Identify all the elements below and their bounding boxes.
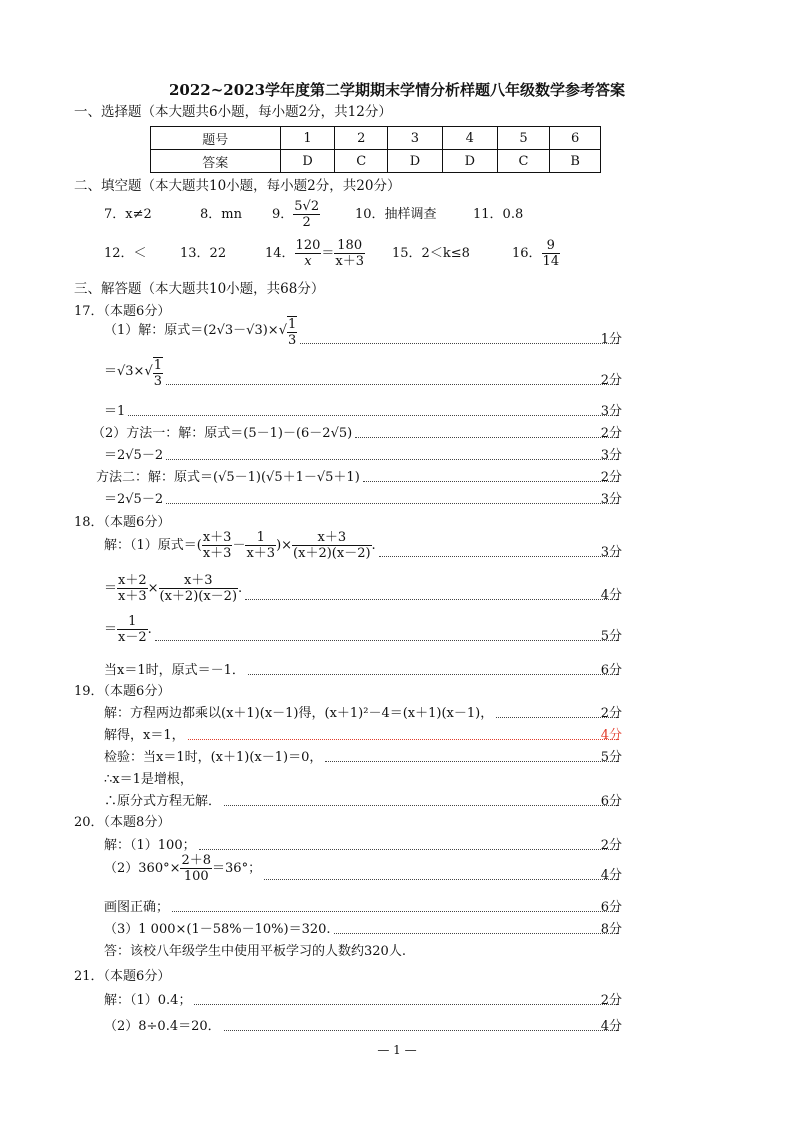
score-mark: 2分 bbox=[600, 706, 622, 721]
table-cell: 4 bbox=[442, 127, 497, 150]
answer-16 bbox=[512, 237, 560, 271]
fraction-denominator: x＋3 bbox=[246, 546, 276, 561]
operator: . bbox=[147, 622, 152, 637]
score-mark: 6分 bbox=[600, 900, 622, 915]
expression-text: ＝36°； bbox=[212, 861, 262, 876]
math-expression: 解：（1）0.4； bbox=[104, 993, 192, 1008]
solution-line: 答：该校八年级学生中使用平板学习的人数约320人. bbox=[104, 944, 406, 959]
fraction-denominator: 100 bbox=[183, 869, 209, 884]
solution-line bbox=[104, 728, 622, 744]
fraction-numerator: 1 bbox=[245, 530, 276, 546]
fraction-numerator: x＋2 bbox=[118, 573, 147, 588]
math-expression: （2）方法一：解：原式＝(5－1)－(6－2√5) bbox=[92, 426, 353, 441]
score-mark: 2分 bbox=[600, 470, 622, 485]
score-mark: 3分 bbox=[600, 448, 622, 463]
table-cell: 1 bbox=[280, 127, 335, 150]
table-header-cell: 答案 bbox=[151, 150, 281, 173]
solution-line bbox=[104, 317, 622, 348]
dot-leader bbox=[248, 673, 619, 675]
math-expression: 解：（1）100； bbox=[104, 838, 196, 853]
dot-leader bbox=[172, 910, 619, 912]
math-expression: 解得，x＝1， bbox=[104, 728, 185, 743]
score-mark: 6分 bbox=[600, 663, 622, 678]
dot-leader bbox=[155, 639, 619, 641]
math-expression: 当x＝1时，原式＝－1． bbox=[104, 663, 245, 678]
table-cell: C bbox=[335, 150, 388, 173]
solution-line bbox=[104, 750, 622, 766]
solution-line bbox=[104, 900, 622, 916]
math-expression: ∴原分式方程无解． bbox=[104, 794, 222, 809]
answer-14 bbox=[265, 237, 365, 271]
fraction-denominator: 2 bbox=[302, 215, 311, 230]
table-cell: D bbox=[280, 150, 335, 173]
fraction-numerator: 9 bbox=[542, 238, 561, 254]
dot-leader bbox=[224, 804, 619, 806]
expression-text: 解：（1）原式＝( bbox=[104, 538, 202, 553]
solution-line: ∴x＝1是增根， bbox=[104, 772, 193, 787]
table-cell: B bbox=[550, 150, 601, 173]
fraction-denominator: x＋3 bbox=[118, 589, 147, 604]
score-mark: 8分 bbox=[600, 922, 622, 937]
fraction-numerator: 2＋8 bbox=[181, 853, 212, 868]
solution-line bbox=[104, 530, 622, 561]
dot-leader bbox=[194, 1003, 619, 1005]
problem-18-heading: 18．（本题6分） bbox=[74, 515, 171, 530]
math-expression: （2）8÷0.4＝20． bbox=[104, 1019, 221, 1034]
answer-11: 11．0.8 bbox=[473, 207, 524, 222]
fraction-numerator: 1 bbox=[153, 358, 163, 373]
problem-19-heading: 19．（本题6分） bbox=[74, 684, 171, 699]
table-cell: C bbox=[497, 150, 550, 173]
solution-line bbox=[104, 922, 622, 938]
math-expression: 检验：当x＝1时，(x＋1)(x－1)＝0， bbox=[104, 750, 323, 765]
fraction-denominator: (x＋2)(x－2) bbox=[159, 589, 238, 604]
expression-text: （2）360°× bbox=[104, 861, 181, 876]
dot-leader bbox=[199, 848, 619, 850]
problem-17-heading: 17．（本题6分） bbox=[74, 304, 171, 319]
dot-leader bbox=[128, 414, 619, 416]
answer-9 bbox=[272, 198, 320, 232]
table-cell: D bbox=[442, 150, 497, 173]
table-row bbox=[151, 127, 601, 150]
score-mark: 6分 bbox=[600, 794, 622, 809]
fraction-numerator: 180 bbox=[334, 238, 365, 254]
score-mark: 4分 bbox=[600, 1019, 622, 1034]
score-mark: 4分 bbox=[600, 588, 622, 603]
score-mark: 2分 bbox=[600, 426, 622, 441]
fraction-numerator: 5√2 bbox=[294, 199, 320, 214]
fraction-numerator: 1 bbox=[117, 614, 148, 630]
solution-line bbox=[96, 470, 622, 486]
table-cell: 6 bbox=[550, 127, 601, 150]
fraction-denominator: x＋3 bbox=[335, 254, 364, 269]
math-expression: （3）1 000×(1－58%－10%)＝320. bbox=[104, 922, 331, 937]
solution-line bbox=[104, 358, 622, 389]
operator: ＝ bbox=[104, 581, 118, 596]
expression-text: （1）解：原式＝(2√3－√3)×√ bbox=[104, 323, 287, 338]
math-expression: 方法二：解：原式＝(√5－1)(√5＋1－√5＋1) bbox=[96, 470, 360, 485]
solution-line bbox=[104, 993, 622, 1009]
page-number: — 1 — bbox=[377, 1043, 417, 1057]
fraction-denominator: (x＋2)(x－2) bbox=[293, 546, 371, 561]
solution-line bbox=[104, 838, 622, 854]
answer-14-label: 14． bbox=[265, 246, 295, 261]
answer-9-label: 9． bbox=[272, 207, 294, 222]
score-mark: 5分 bbox=[600, 750, 622, 765]
operator: . bbox=[238, 581, 243, 596]
equals-sign: ＝ bbox=[321, 246, 335, 261]
operator: － bbox=[232, 538, 246, 553]
math-expression bbox=[104, 573, 242, 604]
fraction-numerator: x＋3 bbox=[292, 530, 372, 546]
solution-line bbox=[104, 706, 622, 722]
fraction-denominator: 3 bbox=[287, 333, 297, 348]
solution-line bbox=[104, 853, 622, 884]
math-expression bbox=[104, 853, 261, 884]
fraction-numerator: 120 bbox=[295, 238, 321, 253]
math-expression: ＝2√5－2 bbox=[104, 492, 164, 507]
table-cell: 3 bbox=[388, 127, 443, 150]
score-mark: 3分 bbox=[600, 545, 622, 560]
score-mark: 2分 bbox=[600, 373, 622, 388]
solution-line bbox=[104, 573, 622, 604]
dot-leader bbox=[166, 502, 619, 504]
solution-line bbox=[104, 614, 622, 645]
answer-12: 12．＜ bbox=[104, 246, 147, 261]
operator: )× bbox=[276, 538, 293, 553]
fraction-denominator: x－2 bbox=[118, 630, 147, 645]
score-mark-highlighted: 4分 bbox=[600, 728, 622, 743]
table-header-cell: 题号 bbox=[151, 127, 281, 150]
dot-leader bbox=[188, 738, 619, 740]
solution-line bbox=[104, 1019, 622, 1035]
operator: × bbox=[147, 581, 159, 596]
answer-8: 8．mn bbox=[200, 207, 242, 222]
math-expression: ＝2√5－2 bbox=[104, 448, 164, 463]
fraction-denominator: x bbox=[304, 254, 312, 269]
dot-leader bbox=[224, 1029, 619, 1031]
score-mark: 1分 bbox=[600, 332, 622, 347]
math-expression bbox=[104, 614, 152, 645]
answer-table bbox=[150, 126, 601, 173]
section-1-heading: 一、选择题（本大题共6小题，每小题2分，共12分） bbox=[74, 104, 392, 120]
score-mark: 2分 bbox=[600, 993, 622, 1008]
fraction-denominator: 3 bbox=[153, 374, 163, 389]
answer-10: 10．抽样调查 bbox=[355, 207, 437, 222]
table-cell: D bbox=[388, 150, 443, 173]
answer-16-label: 16． bbox=[512, 246, 542, 261]
problem-20-heading: 20．（本题8分） bbox=[74, 815, 171, 830]
answer-15: 15．2＜k≤8 bbox=[392, 246, 470, 261]
operator: ＝ bbox=[104, 622, 118, 637]
math-expression: 画图正确； bbox=[104, 900, 170, 915]
section-2-heading: 二、填空题（本大题共10小题，每小题2分，共20分） bbox=[74, 178, 401, 194]
table-row bbox=[151, 150, 601, 173]
fraction-denominator: x＋3 bbox=[202, 546, 232, 561]
fraction-numerator: x＋3 bbox=[202, 530, 232, 545]
expression-text: ＝√3×√ bbox=[104, 364, 153, 379]
score-mark: 3分 bbox=[600, 492, 622, 507]
problem-21-heading: 21．（本题6分） bbox=[74, 969, 171, 984]
math-expression: ＝1 bbox=[104, 404, 126, 419]
page-title: 2022~2023学年度第二学期期末学情分析样题八年级数学参考答案 bbox=[168, 81, 626, 99]
math-expression bbox=[104, 530, 376, 561]
fraction-numerator: 1 bbox=[287, 317, 297, 332]
solution-line bbox=[104, 448, 622, 464]
dot-leader bbox=[166, 383, 619, 385]
math-expression: 解：方程两边都乘以(x＋1)(x－1)得，(x＋1)²－4＝(x＋1)(x－1)， bbox=[104, 706, 494, 721]
math-expression bbox=[104, 316, 297, 348]
dot-leader bbox=[245, 598, 619, 600]
table-cell: 5 bbox=[497, 127, 550, 150]
score-mark: 3分 bbox=[600, 404, 622, 419]
score-mark: 5分 bbox=[600, 629, 622, 644]
answer-13: 13．22 bbox=[180, 246, 227, 261]
table-cell: 2 bbox=[335, 127, 388, 150]
solution-line bbox=[104, 663, 622, 679]
score-mark: 2分 bbox=[600, 838, 622, 853]
solution-line bbox=[104, 492, 622, 508]
math-expression bbox=[104, 357, 163, 389]
solution-line bbox=[104, 794, 622, 810]
solution-line bbox=[104, 404, 622, 420]
solution-line bbox=[92, 426, 622, 442]
dot-leader bbox=[264, 878, 619, 880]
fraction-denominator: 14 bbox=[542, 254, 560, 269]
section-3-heading: 三、解答题（本大题共10小题，共68分） bbox=[74, 281, 325, 297]
operator: . bbox=[371, 538, 376, 553]
fraction-numerator: x＋3 bbox=[159, 573, 239, 589]
answer-7: 7．x≠2 bbox=[104, 207, 152, 222]
score-mark: 4分 bbox=[600, 868, 622, 883]
dot-leader bbox=[166, 458, 619, 460]
